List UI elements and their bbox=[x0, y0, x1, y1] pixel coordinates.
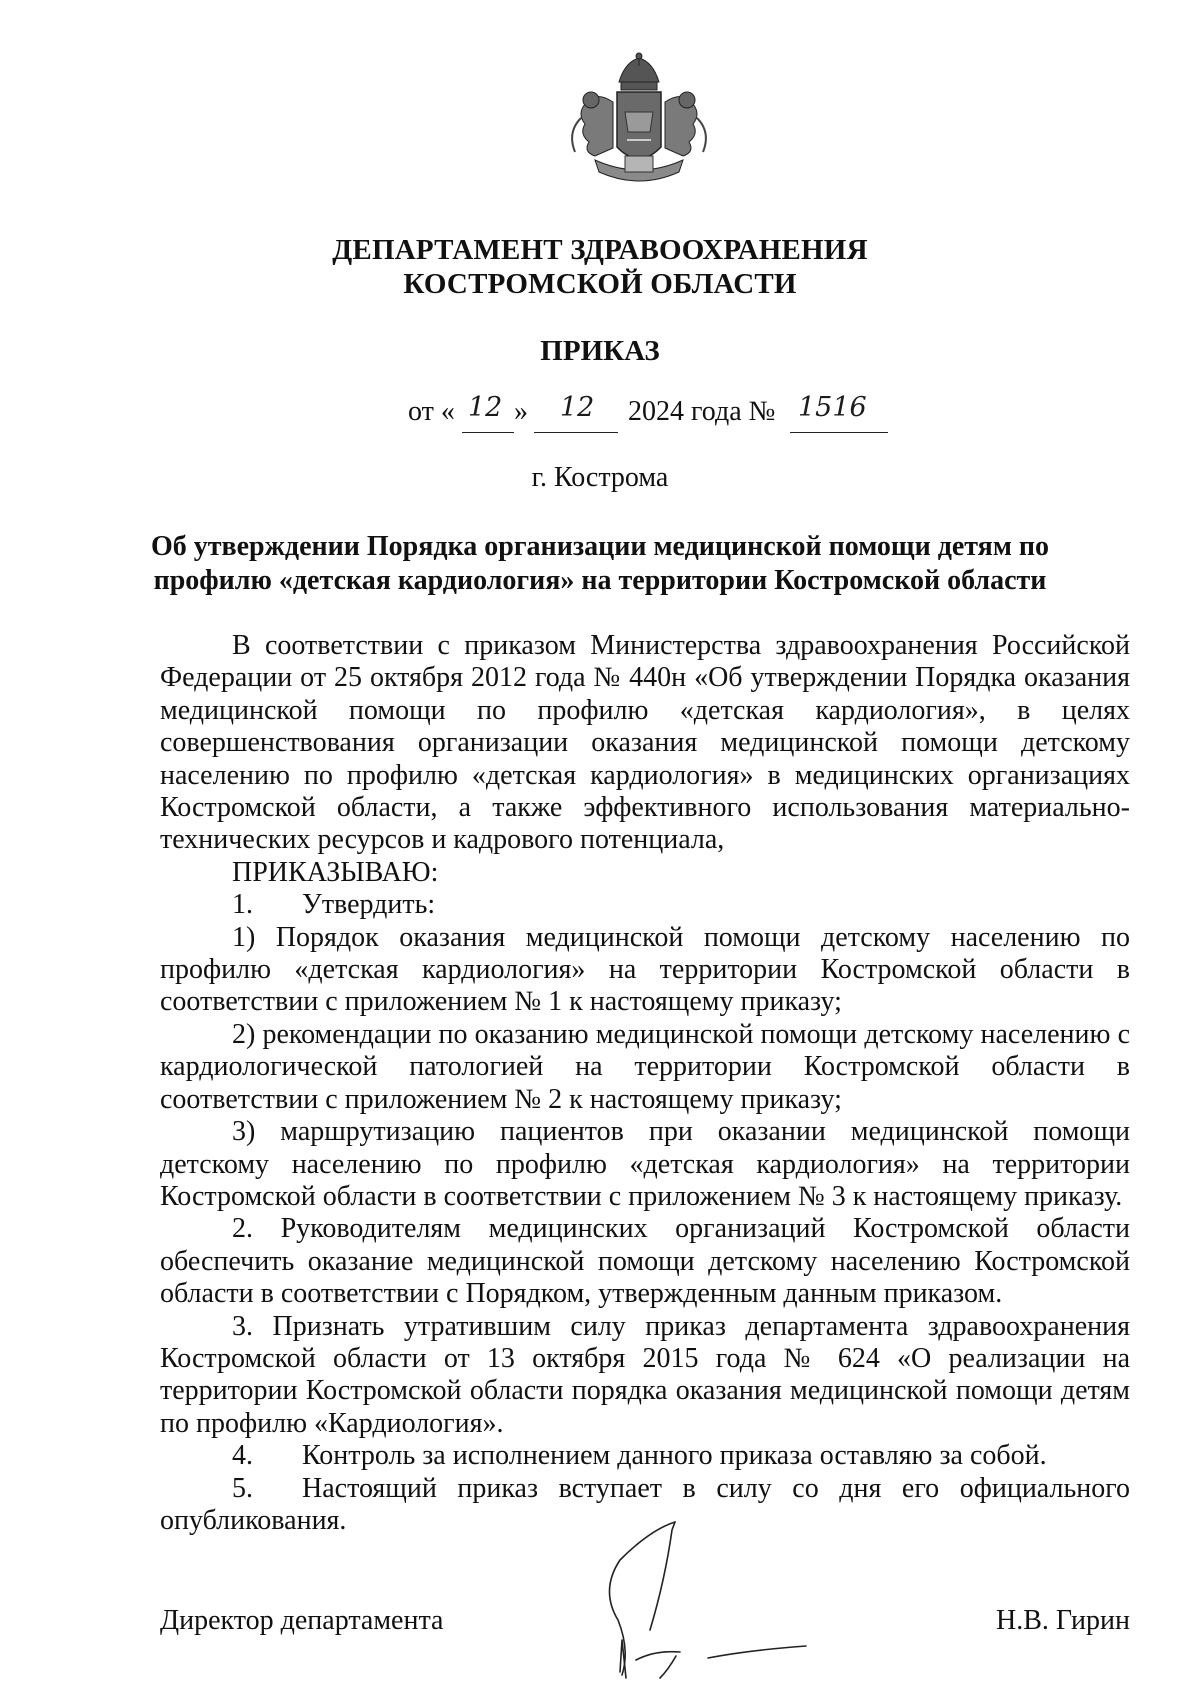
item-1 bbox=[160, 889, 1130, 921]
date-prefix: от « bbox=[408, 396, 455, 427]
number-blank bbox=[790, 432, 888, 433]
subitem-3: 3) маршрутизацию пациентов при оказании медицинской помощи детскому населению по профилю «детская кардиология» на территории Костромской области в соответствии с приложением № 3 к настоящему приказу. bbox=[160, 1116, 1130, 1212]
signer-name: Н.В. Гирин bbox=[996, 1605, 1130, 1636]
item-4-text: Контроль за исполнением данного приказа оставляю за собой. bbox=[302, 1440, 1047, 1472]
subitem-1: 1) Порядок оказания медицинской помощи детскому населению по профилю «детская кардиология» на территории Костромской области в соответствии с приложением № 1 к настоящему приказу; bbox=[160, 921, 1130, 1018]
coat-of-arms-icon bbox=[555, 52, 723, 192]
year-text: 2024 года № bbox=[628, 396, 776, 427]
signer-title: Директор департамента bbox=[160, 1605, 444, 1636]
date-mid: » bbox=[514, 396, 528, 427]
item-1-text: Утвердить: bbox=[302, 889, 436, 921]
department-name-line1: ДЕПАРТАМЕНТ ЗДРАВООХРАНЕНИЯ bbox=[332, 234, 868, 266]
item-3: 3. Признать утратившим силу приказ департамента здравоохранения Костромской области от 13 октября 2015 года № 624 «О реализации на территории Костромской области порядка оказания медицинской помощи детям по профилю «Кардиология». bbox=[160, 1310, 1130, 1439]
city-name: г. Кострома bbox=[531, 462, 669, 493]
document-type-title: ПРИКАЗ bbox=[540, 335, 660, 367]
item-1-number: 1. bbox=[232, 889, 253, 921]
date-number-line bbox=[0, 392, 1200, 436]
department-name-line2: КОСТРОМСКОЙ ОБЛАСТИ bbox=[403, 268, 797, 300]
handwritten-signature-icon bbox=[560, 1500, 860, 1690]
subitem-2: 2) рекомендации по оказанию медицинской помощи детскому населению с кардиологической патологией на территории Костромской области в соответствии с приложением № 2 к настоящему приказу; bbox=[160, 1018, 1130, 1115]
item-4-number: 4. bbox=[232, 1440, 253, 1472]
order-body bbox=[160, 630, 1130, 1537]
order-subject: Об утверждении Порядка организации медицинской помощи детям по профилю «детская кардиология» на территории Костромской области bbox=[150, 531, 1050, 596]
handwritten-day: 12 bbox=[468, 392, 503, 423]
item-5-number: 5. bbox=[232, 1472, 253, 1504]
item-5-text: Настоящий приказ вступает в силу со дня его официального опубликования. bbox=[160, 1472, 1130, 1536]
handwritten-month: 12 bbox=[560, 392, 595, 423]
preamble-paragraph: В соответствии с приказом Министерства здравоохранения Российской Федерации от 25 октября 2012 года № 440н «Об утверждении Порядка оказания медицинской помощи по профилю «детская кардиология», в целях совершенствования организации оказания медицинской помощи детскому населению по профилю «детская кардиология» в медицинских организациях Костромской области, а также эффективного использования материально-технических ресурсов и кадрового потенциала, bbox=[160, 630, 1130, 856]
month-blank bbox=[534, 432, 618, 433]
item-2: 2. Руководителям медицинских организаций Костромской области обеспечить оказание медицинской помощи детскому населению Костромской области в соответствии с Порядком, утвержденным данным приказом. bbox=[160, 1213, 1130, 1310]
order-word: ПРИКАЗЫВАЮ: bbox=[232, 856, 439, 888]
handwritten-order-number: 1516 bbox=[798, 392, 867, 423]
day-blank bbox=[462, 432, 514, 433]
item-4 bbox=[160, 1440, 1130, 1472]
